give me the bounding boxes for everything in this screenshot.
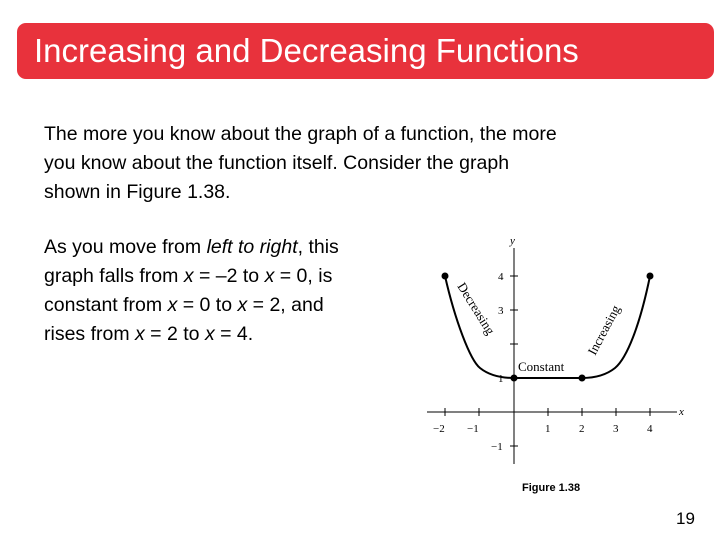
increasing-label: Increasing	[584, 302, 624, 358]
variable-x: x	[167, 294, 178, 316]
x-tick-label: 3	[613, 423, 619, 435]
decreasing-label: Decreasing	[454, 279, 499, 338]
endpoint-dot	[579, 375, 586, 382]
variable-x: x	[135, 323, 145, 345]
text-run: constant from	[44, 294, 168, 316]
variable-x: x	[237, 294, 248, 316]
description-line-3	[44, 291, 339, 320]
description-line-4	[44, 320, 339, 349]
title-bar	[17, 23, 714, 79]
endpoint-dot	[511, 375, 518, 382]
text-run: = –2 to	[193, 265, 265, 287]
emphasis-text: left to right	[206, 236, 298, 258]
text-run: = 4.	[214, 323, 254, 345]
y-tick-label: 1	[498, 373, 504, 385]
text-run: = 0 to	[177, 294, 238, 316]
text-run: rises from	[44, 323, 136, 345]
constant-label: Constant	[518, 359, 565, 374]
endpoint-dot	[647, 273, 654, 280]
text-run: As you move from	[44, 236, 207, 258]
function-graph-figure	[415, 230, 695, 470]
text-run: = 2, and	[247, 294, 324, 316]
page-number: 19	[676, 509, 695, 528]
intro-line-1: The more you know about the graph of a function, the more	[44, 123, 557, 145]
text-run: graph falls from	[44, 265, 184, 287]
x-tick-label: 4	[647, 423, 653, 435]
endpoint-dot	[442, 273, 449, 280]
x-tick-label: 2	[579, 423, 585, 435]
text-run: = 0, is	[274, 265, 333, 287]
figure-caption: Figure 1.38	[522, 482, 581, 494]
variable-x: x	[204, 323, 215, 345]
x-axis-label: x	[679, 406, 684, 418]
y-tick-label: 3	[498, 305, 504, 317]
text-run: = 2 to	[144, 323, 205, 345]
description-paragraph	[44, 233, 339, 349]
y-tick-label: 4	[498, 271, 504, 283]
x-tick-label: −1	[467, 423, 479, 435]
description-line-2	[44, 262, 339, 291]
y-tick-label: −1	[491, 441, 503, 453]
intro-line-2: you know about the function itself. Consider the graph	[44, 152, 510, 174]
intro-line-3: shown in Figure 1.38.	[44, 181, 231, 203]
y-axis-label: y	[510, 235, 515, 247]
x-tick-label: −2	[433, 423, 445, 435]
description-line-1	[44, 233, 339, 262]
function-graph	[415, 230, 695, 470]
variable-x: x	[183, 265, 194, 287]
variable-x: x	[264, 265, 275, 287]
text-run: , this	[297, 236, 339, 258]
intro-paragraph	[44, 120, 557, 207]
page-title: Increasing and Decreasing Functions	[34, 32, 579, 69]
x-tick-label: 1	[545, 423, 551, 435]
